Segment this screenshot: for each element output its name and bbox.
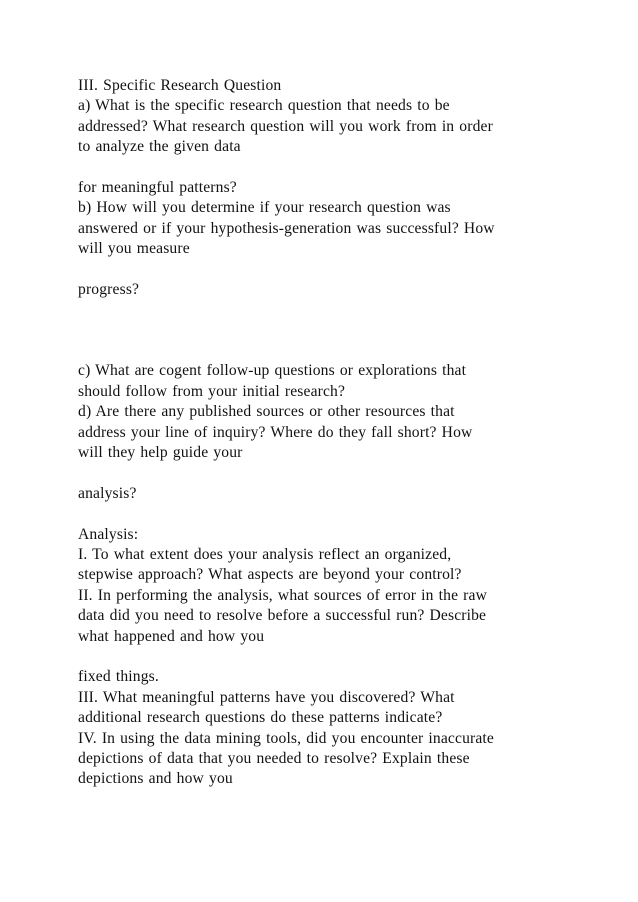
- text-line: b) How will you determine if your research question was: [78, 199, 451, 217]
- text-line: should follow from your initial research?: [78, 382, 346, 400]
- text-line: for meaningful patterns?: [78, 178, 237, 196]
- text-line: what happened and how you: [78, 627, 265, 645]
- blank-line: [78, 300, 578, 320]
- text-line: additional research questions do these patterns indicate?: [78, 709, 443, 727]
- text-line: fixed things.: [78, 668, 159, 686]
- text-line: will you measure: [78, 240, 190, 258]
- text-line: addressed? What research question will you work from in order: [78, 117, 493, 135]
- text-line: d) Are there any published sources or other resources that: [78, 403, 455, 421]
- blank-line: [78, 260, 578, 280]
- text-line: Analysis:: [78, 525, 139, 543]
- text-line: stepwise approach? What aspects are beyond your control?: [78, 566, 462, 584]
- text-line: c) What are cogent follow-up questions or explorations that: [78, 362, 467, 380]
- text-line: III. Specific Research Question: [78, 77, 282, 94]
- text-line: analysis?: [78, 484, 137, 502]
- text-line: III. What meaningful patterns have you discovered? What: [78, 688, 455, 706]
- blank-line: [78, 341, 578, 361]
- blank-line: [78, 504, 578, 524]
- text-line: IV. In using the data mining tools, did you encounter inaccurate: [78, 729, 494, 747]
- blank-line: [78, 463, 578, 483]
- blank-line: [78, 158, 578, 178]
- document-body-text: [78, 76, 578, 790]
- text-line: a) What is the specific research question that needs to be: [78, 97, 450, 115]
- blank-line: [78, 321, 578, 341]
- text-line: answered or if your hypothesis-generation was successful? How: [78, 219, 495, 237]
- text-line: II. In performing the analysis, what sources of error in the raw: [78, 586, 488, 604]
- text-line: depictions and how you: [78, 770, 233, 788]
- blank-line: [78, 647, 578, 667]
- text-line: progress?: [78, 280, 140, 298]
- text-line: address your line of inquiry? Where do they fall short? How: [78, 423, 473, 441]
- text-line: data did you need to resolve before a successful run? Describe: [78, 607, 487, 625]
- text-line: depictions of data that you needed to resolve? Explain these: [78, 749, 470, 767]
- text-line: to analyze the given data: [78, 138, 241, 156]
- text-line: I. To what extent does your analysis reflect an organized,: [78, 545, 452, 563]
- text-line: will they help guide your: [78, 444, 243, 462]
